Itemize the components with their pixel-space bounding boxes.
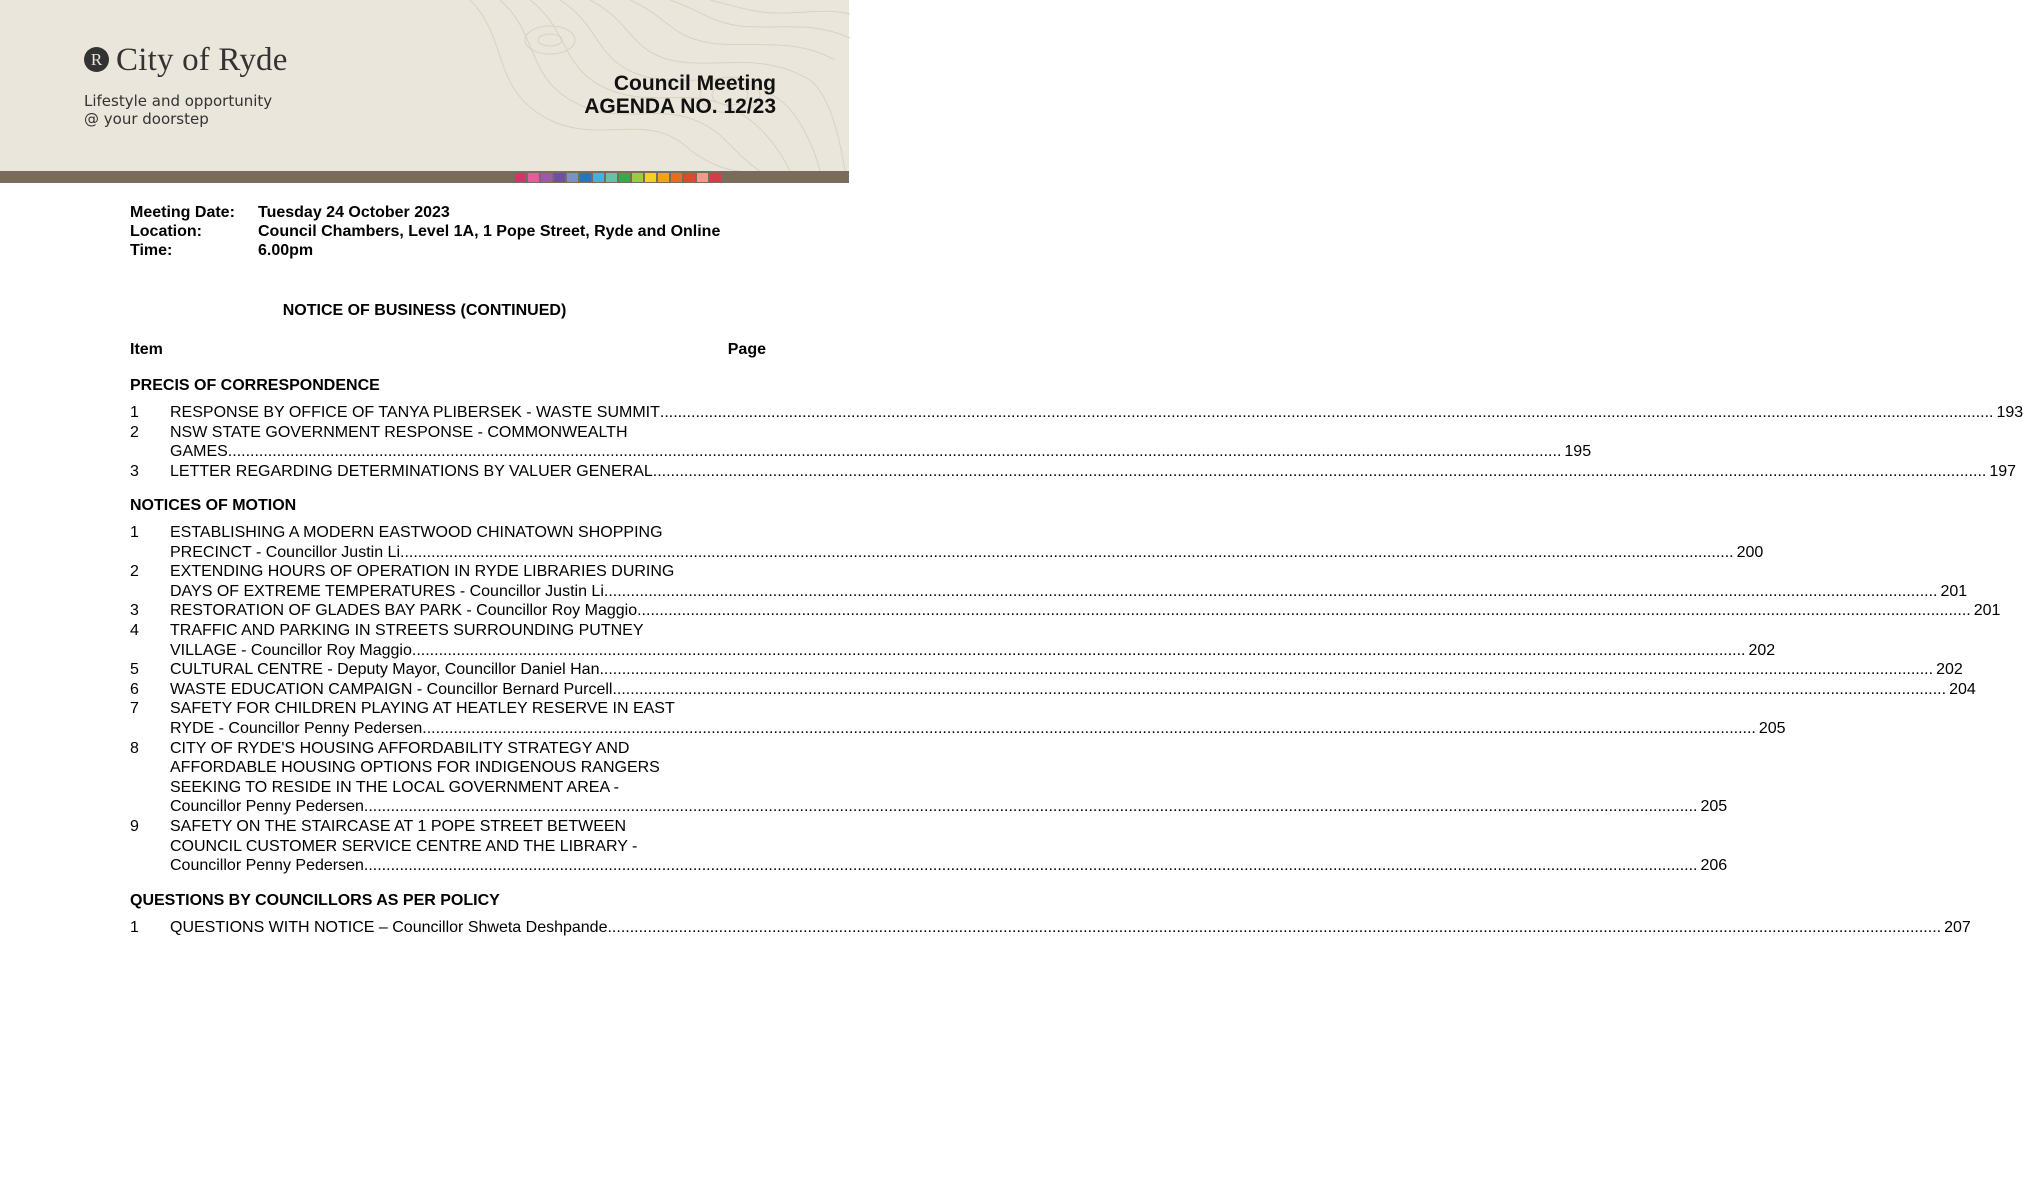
location-row: [130, 222, 720, 241]
item-body: [170, 403, 2023, 423]
color-swatch: [554, 173, 565, 182]
item-final-line: [170, 680, 1976, 700]
location-value: Council Chambers, Level 1A, 1 Pope Street, Ryde and Online: [258, 223, 721, 240]
time-label: Time:: [130, 242, 173, 259]
item-number: 4: [130, 622, 139, 639]
item-title-text: SAFETY ON THE STAIRCASE AT 1 POPE STREET BETWEEN: [170, 818, 627, 835]
item-final-line: [170, 660, 1963, 680]
dot-leader: ............................................................................................................................................................................................................................................................................................................: [599, 661, 1934, 679]
item-body: [170, 523, 1764, 562]
item-body: [170, 817, 1728, 876]
page-number: 195: [1564, 443, 1592, 461]
item-title-text: RESTORATION OF GLADES BAY PARK - Councillor Roy Maggio: [170, 602, 638, 620]
item-final-line: [170, 442, 1592, 462]
section-title: NOTICES OF MOTION: [130, 497, 297, 514]
page-number: 205: [1700, 798, 1728, 816]
item-body: [170, 918, 1971, 938]
item-title-text: SAFETY FOR CHILDREN PLAYING AT HEATLEY RESERVE IN EAST: [170, 700, 675, 718]
item-title-text: RESPONSE BY OFFICE OF TANYA PLIBERSEK - WASTE SUMMIT: [170, 404, 660, 421]
dot-leader: ............................................................................................................................................................................................................................................................................................................: [637, 602, 1971, 620]
item-number: 8: [130, 739, 139, 757]
color-strip: [515, 173, 723, 182]
page-number: 205: [1758, 719, 1786, 737]
item-final-line: [170, 543, 1764, 563]
tagline: [84, 92, 272, 128]
item-body: [170, 562, 1968, 601]
item-final-line: [170, 797, 1728, 817]
city-of-ryde-logo-icon: R: [84, 47, 109, 72]
item-title-text: SEEKING TO RESIDE IN THE LOCAL GOVERNMENT AREA -: [170, 778, 620, 796]
item-number: 3: [130, 462, 139, 480]
dot-leader: ............................................................................................................................................................................................................................................................................................................: [612, 680, 1947, 698]
color-swatch: [684, 173, 695, 182]
page-number: 197: [1989, 462, 2017, 480]
item-final-line: [170, 403, 2023, 423]
dot-leader: ............................................................................................................................................................................................................................................................................................................: [652, 462, 1987, 480]
item-number: 3: [130, 602, 139, 620]
color-swatch: [710, 173, 721, 182]
meeting-title-line-1: Council Meeting: [613, 72, 776, 95]
location-label: Location:: [130, 223, 202, 240]
item-number: 6: [130, 680, 139, 698]
color-swatch: [697, 173, 708, 182]
item-title-text: PRECINCT - Councillor Justin Li: [170, 543, 400, 561]
item-title-text: VILLAGE - Councillor Roy Maggio: [170, 641, 412, 659]
item-final-line: [170, 918, 1971, 938]
meeting-date-row: [130, 203, 720, 222]
meeting-title: [584, 72, 776, 118]
item-title-text: WASTE EDUCATION CAMPAIGN - Councillor Bernard Purcell: [170, 680, 613, 698]
item-body: [170, 462, 2017, 482]
item-body: [170, 660, 1963, 680]
color-swatch: [580, 173, 591, 182]
agenda-number: AGENDA NO. 12/23: [584, 95, 776, 118]
item-final-line: [170, 856, 1728, 876]
time-value: 6.00pm: [258, 242, 314, 259]
color-swatch: [567, 173, 578, 182]
page-number: 206: [1700, 857, 1728, 875]
item-title-text: RYDE - Councillor Penny Pedersen: [170, 719, 423, 737]
logo-text: City of Ryde: [116, 42, 288, 78]
item-title-text: DAYS OF EXTREME TEMPERATURES - Councillor Justin Li: [170, 582, 604, 600]
color-swatch: [658, 173, 669, 182]
item-title-text: LETTER REGARDING DETERMINATIONS BY VALUER GENERAL: [170, 462, 653, 480]
item-body: [170, 621, 1776, 660]
item-final-line: [170, 462, 2017, 482]
page-number: 202: [1748, 641, 1776, 659]
color-swatch: [515, 173, 526, 182]
item-title-text: GAMES: [170, 443, 228, 461]
item-number: 2: [130, 563, 139, 581]
item-title-text: CULTURAL CENTRE - Deputy Mayor, Councillor Daniel Han: [170, 661, 600, 679]
color-swatch: [619, 173, 630, 182]
item-body: [170, 699, 1786, 738]
item-column-header: Item: [130, 341, 163, 358]
item-title-text: CITY OF RYDE'S HOUSING AFFORDABILITY STRATEGY AND: [170, 739, 630, 757]
item-title-text: Councillor Penny Pedersen: [170, 798, 364, 816]
item-number: 1: [130, 404, 139, 421]
color-swatch: [645, 173, 656, 182]
color-swatch: [606, 173, 617, 182]
item-number: 9: [130, 818, 139, 835]
time-row: [130, 241, 720, 260]
item-body: [170, 423, 1592, 462]
meeting-date-value: Tuesday 24 October 2023: [258, 204, 450, 221]
item-number: 1: [130, 919, 139, 936]
tagline-line-2: @ your doorstep: [84, 110, 209, 128]
page-number: 201: [1940, 582, 1968, 600]
page-column-header: Page: [727, 341, 766, 358]
item-final-line: [170, 582, 1968, 602]
page-number: 200: [1736, 543, 1764, 561]
dot-leader: ............................................................................................................................................................................................................................................................................................................: [422, 719, 1756, 737]
item-title-text: NSW STATE GOVERNMENT RESPONSE - COMMONWEALTH: [170, 423, 628, 441]
color-swatch: [632, 173, 643, 182]
page-number: 193: [1996, 404, 2023, 421]
item-final-line: [170, 719, 1786, 739]
item-body: [170, 601, 2001, 621]
page-number: 202: [1936, 661, 1963, 679]
dot-leader: ............................................................................................................................................................................................................................................................................................................: [363, 798, 1698, 816]
item-final-line: [170, 601, 2001, 621]
page-header: [0, 0, 849, 171]
dot-leader: ............................................................................................................................................................................................................................................................................................................: [607, 919, 1942, 936]
item-final-line: [170, 641, 1776, 661]
section-title: PRECIS OF CORRESPONDENCE: [130, 377, 380, 394]
item-title-text: TRAFFIC AND PARKING IN STREETS SURROUNDING PUTNEY: [170, 622, 644, 639]
color-swatch: [541, 173, 552, 182]
dot-leader: ............................................................................................................................................................................................................................................................................................................: [227, 443, 1562, 461]
item-number: 7: [130, 700, 139, 718]
page-number: 201: [1973, 602, 2001, 620]
meeting-date-label: Meeting Date:: [130, 204, 235, 221]
item-title-text: COUNCIL CUSTOMER SERVICE CENTRE AND THE LIBRARY -: [170, 837, 638, 855]
item-body: [170, 680, 1976, 700]
dot-leader: ............................................................................................................................................................................................................................................................................................................: [603, 582, 1938, 600]
item-number: 1: [130, 524, 139, 541]
dot-leader: ............................................................................................................................................................................................................................................................................................................: [363, 857, 1698, 875]
item-title-text: AFFORDABLE HOUSING OPTIONS FOR INDIGENOUS RANGERS: [170, 759, 660, 777]
item-title-text: QUESTIONS WITH NOTICE – Councillor Shweta Deshpande: [170, 919, 608, 936]
color-swatch: [528, 173, 539, 182]
dot-leader: ............................................................................................................................................................................................................................................................................................................: [659, 404, 1994, 421]
item-title-text: Councillor Penny Pedersen: [170, 857, 364, 875]
section-title: QUESTIONS BY COUNCILLORS AS PER POLICY: [130, 892, 500, 909]
meeting-details: [130, 203, 720, 260]
item-number: 2: [130, 423, 139, 441]
item-title-text: ESTABLISHING A MODERN EASTWOOD CHINATOWN SHOPPING: [170, 524, 663, 541]
page-number: 207: [1944, 919, 1971, 936]
dot-leader: ............................................................................................................................................................................................................................................................................................................: [400, 543, 1734, 561]
item-body: [170, 739, 1728, 817]
dot-leader: ............................................................................................................................................................................................................................................................................................................: [411, 641, 1746, 659]
tagline-line-1: Lifestyle and opportunity: [84, 92, 273, 110]
item-title-text: EXTENDING HOURS OF OPERATION IN RYDE LIBRARIES DURING: [170, 563, 675, 581]
color-swatch: [593, 173, 604, 182]
color-swatch: [671, 173, 682, 182]
page-number: 204: [1949, 680, 1976, 698]
notice-title: NOTICE OF BUSINESS (CONTINUED): [282, 302, 567, 319]
item-number: 5: [130, 661, 139, 679]
